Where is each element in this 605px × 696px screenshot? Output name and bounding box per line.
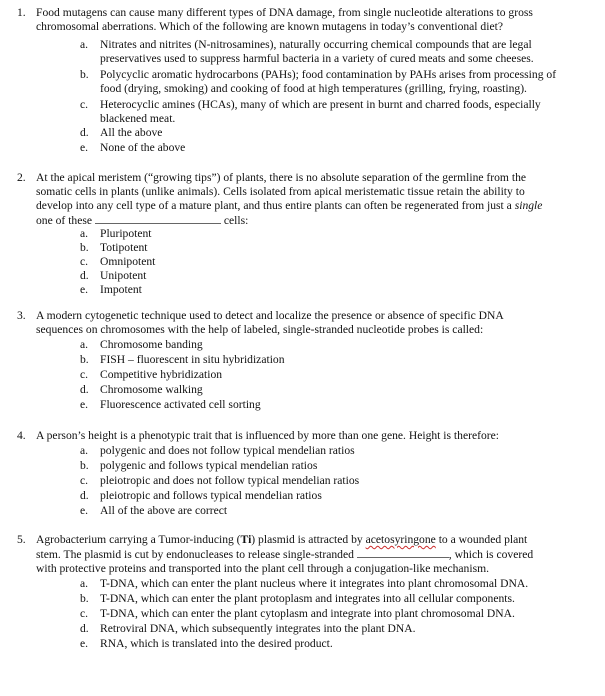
question-number: 4. <box>17 429 26 442</box>
option-c: c. Competitive hybridization <box>80 368 223 381</box>
option-c: c. Omnipotent <box>80 255 156 268</box>
option-e: e. RNA, which is translated into the desired product. <box>80 637 333 650</box>
option-c: c. Heterocyclic amines (HCAs), many of which are present in burnt and charred foods, especially blackened meat. <box>80 98 541 125</box>
option-b: b. polygenic and follows typical mendelian ratios <box>80 459 318 472</box>
option-b: b. Totipotent <box>80 241 148 254</box>
option-d: d. Unipotent <box>80 269 147 282</box>
option-d: d. All the above <box>80 126 163 139</box>
spellcheck-word: acetosyringone <box>365 533 436 546</box>
option-e: e. Impotent <box>80 283 142 296</box>
fill-in-blank[interactable] <box>357 547 449 558</box>
option-a: a. Nitrates and nitrites (N-nitrosamines), naturally occurring chemical compounds that are legal preservatives used to suppress harmful bacteria in a variety of cured meats and some cheeses. <box>80 38 534 65</box>
question-number: 3. <box>17 309 26 322</box>
question-number: 2. <box>17 171 26 184</box>
option-a: a. polygenic and does not follow typical mendelian ratios <box>80 444 355 457</box>
option-e: e. Fluorescence activated cell sorting <box>80 398 261 411</box>
option-b: b. Polycyclic aromatic hydrocarbons (PAHs); food contamination by PAHs arises from processing of food (drying, smoking) and cooking of food at high temperatures (grilling, frying, roasting). <box>80 68 557 95</box>
option-a: a. T-DNA, which can enter the plant nucleus where it integrates into plant chromosomal DNA. <box>80 577 529 590</box>
option-a: a. Pluripotent <box>80 227 152 240</box>
option-d: d. Retroviral DNA, which subsequently integrates into the plant DNA. <box>80 622 416 635</box>
option-c: c. T-DNA, which can enter the plant cytoplasm and integrate into plant chromosomal DNA. <box>80 607 515 620</box>
question-number: 1. <box>17 6 26 19</box>
question-stem: At the apical meristem (“growing tips”) of plants, there is no absolute separation of the germline from the somatic cells in plants (unlike animals). Cells isolated from apical meristematic tissue retain the ability to develop into any cell type of a mature plant, and thus entire plants can often be regenerated from just a single one of these cells: <box>36 171 543 227</box>
option-d: d. pleiotropic and follows typical mendelian ratios <box>80 489 322 502</box>
option-d: d. Chromosome walking <box>80 383 203 396</box>
question-stem: Agrobacterium carrying a Tumor-inducing (Ti) plasmid is attracted by acetosyringone to a wounded plant stem. The plasmid is cut by endonucleases to release single-stranded , which is covered with protective proteins and transported into the plant cell through a conjugation-like mechanism. <box>36 533 534 575</box>
option-b: b. T-DNA, which can enter the plant protoplasm and integrates into all cellular components. <box>80 592 515 605</box>
option-c: c. pleiotropic and does not follow typical mendelian ratios <box>80 474 360 487</box>
option-e: e. All of the above are correct <box>80 504 228 517</box>
option-b: b. FISH – fluorescent in situ hybridization <box>80 353 285 366</box>
fill-in-blank[interactable] <box>95 213 221 224</box>
question-stem: A modern cytogenetic technique used to detect and localize the presence or absence of specific DNA sequences on chromosomes with the help of labeled, single-stranded nucleotide probes is called: <box>36 309 504 336</box>
question-stem: Food mutagens can cause many different types of DNA damage, from single nucleotide alterations to gross chromosomal aberrations. Which of the following are known mutagens in today’s conventional diet? <box>36 6 533 33</box>
option-e: e. None of the above <box>80 141 186 154</box>
question-number: 5. <box>17 533 26 546</box>
question-stem: A person’s height is a phenotypic trait that is influenced by more than one gene. Height is therefore: <box>36 429 499 442</box>
option-a: a. Chromosome banding <box>80 338 203 351</box>
